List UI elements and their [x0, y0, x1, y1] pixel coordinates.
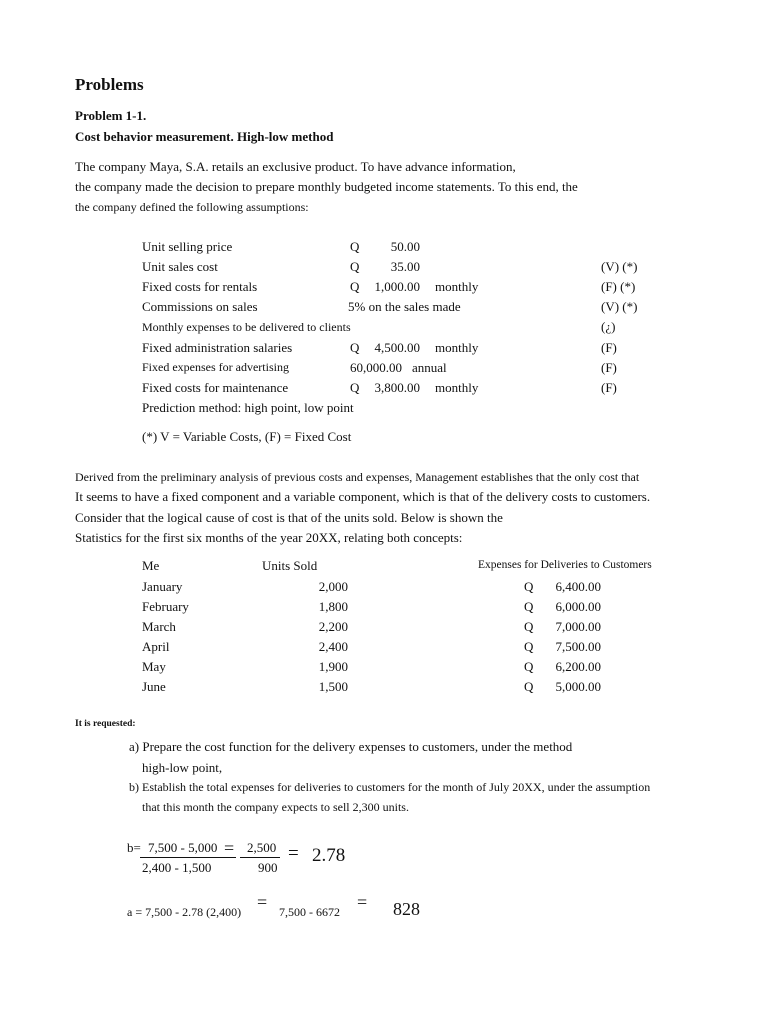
fraction-line-2 [240, 857, 280, 858]
cost-legend: (*) V = Variable Costs, (F) = Fixed Cost [142, 429, 352, 444]
assumption-label: Fixed administration salaries [142, 340, 293, 355]
table-row-month: March [142, 619, 176, 634]
table-row-units: 2,000 [318, 579, 348, 594]
assumption-amount: 3,800.00 [374, 380, 420, 395]
assumption-label: Unit sales cost [142, 259, 218, 274]
assumption-amount: 4,500.00 [374, 340, 420, 355]
assumption-amount: 60,000.00 [350, 360, 402, 375]
problem-number: Problem 1-1. [75, 108, 147, 123]
request-a-line-1: a) Prepare the cost function for the delivery expenses to customers, under the method [129, 739, 573, 754]
request-b-line-2: that this month the company expects to sell 2,300 units. [142, 800, 409, 814]
requested-label: It is requested: [75, 719, 136, 729]
assumption-amount: 35.00 [390, 259, 420, 274]
assumption-tag: (F) [601, 380, 617, 395]
calc-b-equals-2: = [288, 843, 299, 864]
table-row-currency: Q [524, 619, 534, 634]
calc-b-numerator: 7,500 - 5,000 [148, 840, 218, 855]
calc-b-prefix: b= [127, 840, 141, 855]
assumption-currency: Q [350, 279, 360, 294]
calc-b-equals-1: = [224, 838, 235, 858]
table-header-month: Me [142, 558, 160, 573]
calc-a-equals-2: = [357, 892, 368, 912]
assumption-currency: Q [350, 239, 360, 254]
assumption-label: Fixed expenses for advertising [142, 360, 289, 374]
assumption-amount: 5% on the sales made [348, 299, 461, 314]
calc-b-denominator: 2,400 - 1,500 [142, 860, 212, 875]
table-row-month: April [142, 639, 170, 654]
table-row-expense: 5,000.00 [555, 679, 601, 694]
table-row-expense: 6,000.00 [555, 599, 601, 614]
derived-line-1: Derived from the preliminary analysis of previous costs and expenses, Management establishes that the only cost that [75, 470, 640, 484]
calc-b-result: 2.78 [312, 845, 346, 866]
table-row-expense: 6,400.00 [555, 579, 601, 594]
assumption-currency: Q [350, 259, 360, 274]
table-row-month: February [142, 599, 189, 614]
table-row-month: June [142, 679, 166, 694]
table-row-expense: 7,000.00 [555, 619, 601, 634]
assumption-label: Fixed costs for rentals [142, 279, 258, 294]
table-row-month: January [142, 579, 183, 594]
assumption-amount: 50.00 [390, 239, 420, 254]
assumption-currency: Q [350, 380, 360, 395]
assumption-tag: (V) (*) [601, 299, 638, 314]
calc-a-expression: a = 7,500 - 2.78 (2,400) [127, 905, 242, 919]
problem-title: Cost behavior measurement. High-low method [75, 129, 334, 144]
assumption-period: monthly [435, 340, 479, 355]
page-heading: Problems [75, 75, 144, 94]
assumption-label: Fixed costs for maintenance [142, 380, 289, 395]
table-header-units: Units Sold [262, 558, 318, 573]
table-row-expense: 6,200.00 [555, 659, 601, 674]
assumption-label: Unit selling price [142, 239, 233, 254]
request-b-line-1: b) Establish the total expenses for deliveries to customers for the month of July 20XX, under the assumption [129, 780, 651, 794]
fraction-line [140, 857, 236, 858]
table-row-currency: Q [524, 599, 534, 614]
table-row-units: 1,500 [318, 679, 348, 694]
table-row-currency: Q [524, 579, 534, 594]
assumption-amount: 1,000.00 [374, 279, 420, 294]
calc-a-result: 828 [393, 899, 420, 919]
table-row-units: 1,900 [318, 659, 348, 674]
assumption-label: Monthly expenses to be delivered to clients [142, 320, 351, 334]
derived-line-4: Statistics for the first six months of the year 20XX, relating both concepts: [75, 530, 463, 545]
intro-line-3: the company defined the following assumptions: [75, 200, 309, 214]
intro-line-2: the company made the decision to prepare monthly budgeted income statements. To this end, the [75, 179, 578, 194]
calc-a-expression-2: 7,500 - 6672 [279, 905, 340, 919]
table-row-currency: Q [524, 659, 534, 674]
calc-b-numerator-2: 2,500 [247, 840, 277, 855]
derived-line-3: Consider that the logical cause of cost is that of the units sold. Below is shown the [75, 510, 503, 525]
assumption-period: annual [412, 360, 447, 375]
assumption-period: monthly [435, 380, 479, 395]
table-row-units: 2,200 [318, 619, 348, 634]
table-row-units: 1,800 [318, 599, 348, 614]
request-a-line-2: high-low point, [142, 760, 223, 775]
table-header-expenses: Expenses for Deliveries to Customers [478, 559, 652, 571]
assumption-tag: (¿) [601, 319, 616, 334]
assumption-period: monthly [435, 279, 479, 294]
assumption-tag: (F) (*) [601, 279, 636, 294]
assumption-tag: (F) [601, 340, 617, 355]
assumption-tag: (V) (*) [601, 259, 638, 274]
assumption-label: Commissions on sales [142, 299, 258, 314]
table-row-currency: Q [524, 679, 534, 694]
table-row-currency: Q [524, 639, 534, 654]
assumption-currency: Q [350, 340, 360, 355]
intro-line-1: The company Maya, S.A. retails an exclusive product. To have advance information, [75, 159, 516, 174]
prediction-method: Prediction method: high point, low point [142, 400, 354, 415]
table-row-units: 2,400 [318, 639, 348, 654]
table-row-month: May [142, 659, 166, 674]
assumption-tag: (F) [601, 360, 617, 375]
calc-a-equals-1: = [257, 892, 268, 912]
derived-line-2: It seems to have a fixed component and a variable component, which is that of the delivery costs to customers. [75, 489, 651, 504]
table-row-expense: 7,500.00 [555, 639, 601, 654]
calc-b-denominator-2: 900 [258, 860, 278, 875]
